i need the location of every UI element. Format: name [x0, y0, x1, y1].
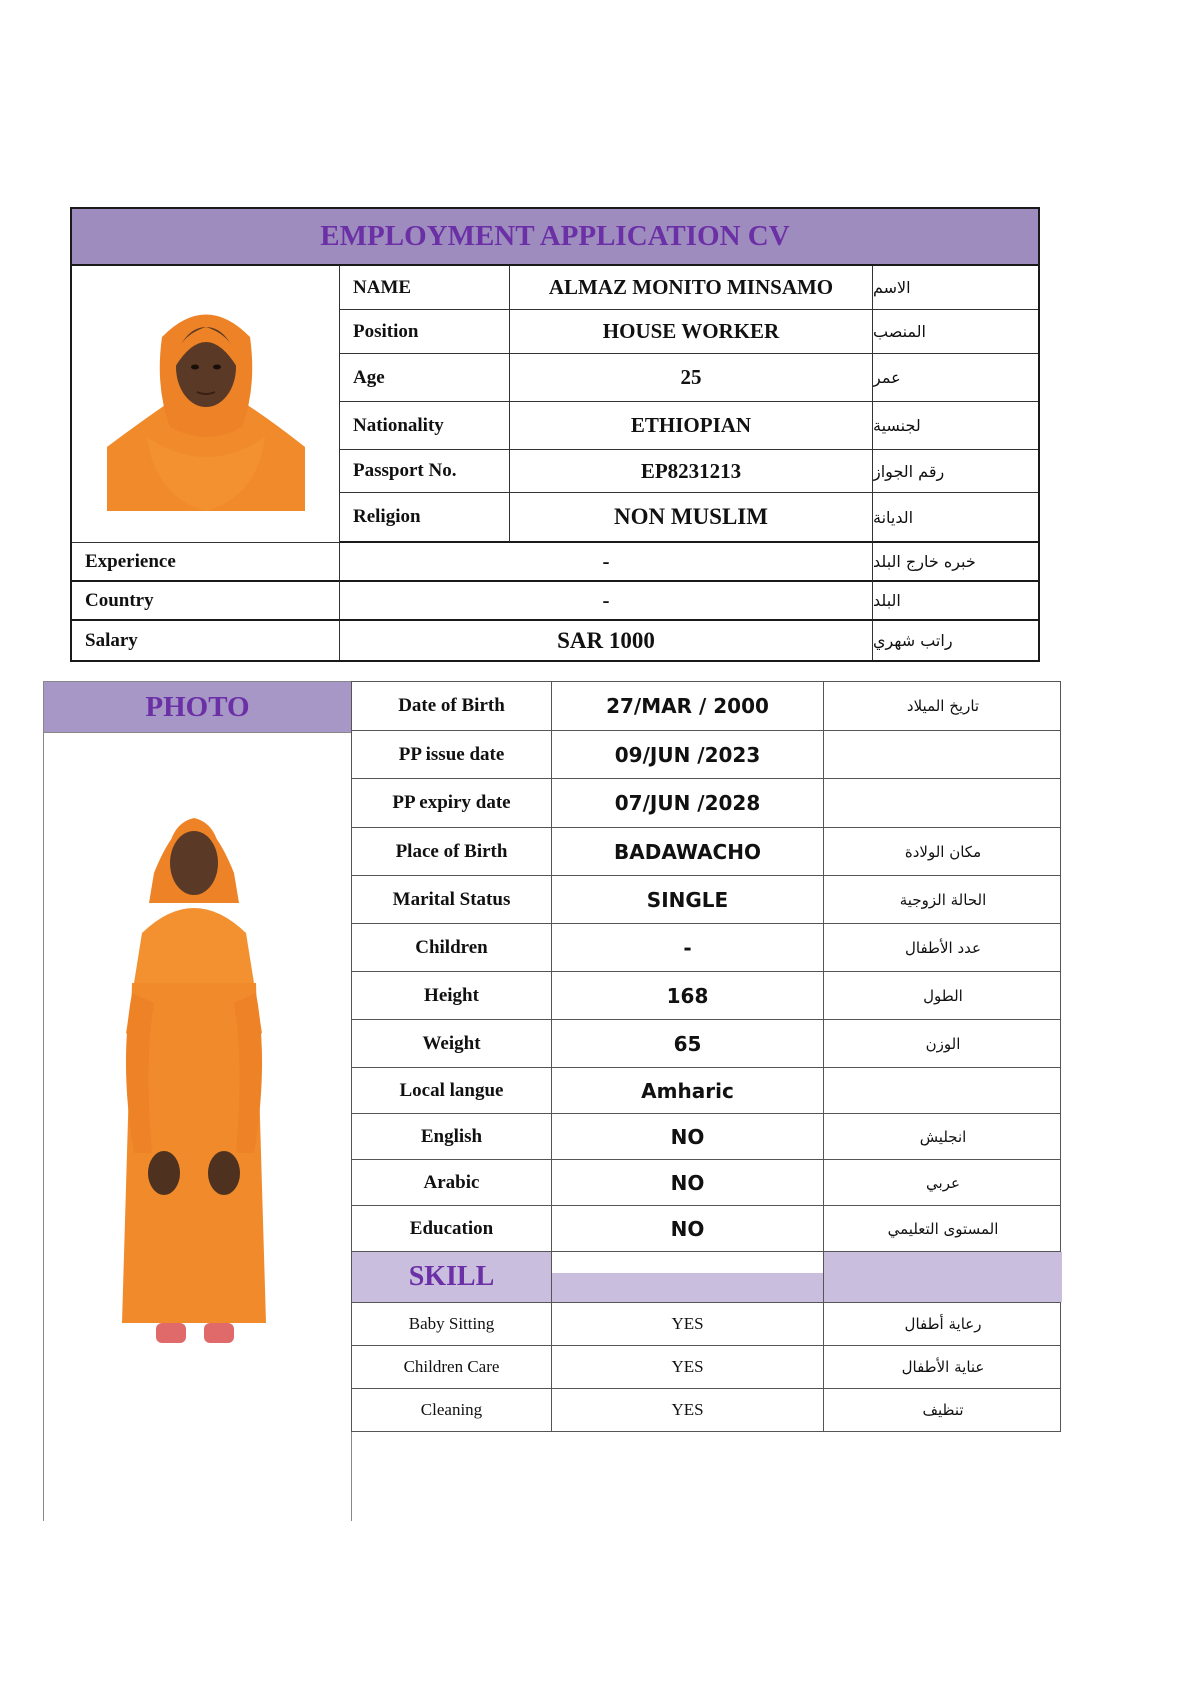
label-religion: Religion	[340, 493, 510, 543]
detail-row	[352, 1114, 1060, 1160]
detail-row	[352, 876, 1060, 924]
skill-header-spacer	[824, 1252, 1062, 1302]
value-experience: -	[340, 543, 873, 582]
detail-row	[352, 1206, 1060, 1252]
detail-label: Marital Status	[352, 876, 552, 923]
detail-label: English	[352, 1114, 552, 1159]
full-photo-panel	[43, 681, 352, 1521]
skill-value: YES	[552, 1389, 824, 1431]
arabic-passport: رقم الجواز	[873, 450, 1038, 493]
value-age: 25	[510, 354, 873, 402]
detail-arabic	[824, 731, 1062, 778]
detail-row	[352, 828, 1060, 876]
detail-row	[352, 972, 1060, 1020]
skill-row	[352, 1389, 1060, 1431]
skill-value: YES	[552, 1346, 824, 1388]
detail-value: -	[552, 924, 824, 971]
headshot-photo	[72, 266, 340, 543]
arabic-age: عمر	[873, 354, 1038, 402]
label-experience: Experience	[72, 543, 340, 582]
details-table	[351, 681, 1061, 1432]
detail-row	[352, 924, 1060, 972]
label-nationality: Nationality	[340, 402, 510, 450]
value-religion: NON MUSLIM	[510, 493, 873, 543]
skill-row	[352, 1303, 1060, 1346]
cv-summary-table	[70, 207, 1040, 662]
detail-arabic: مكان الولادة	[904, 842, 982, 861]
detail-arabic	[824, 779, 1062, 827]
arabic-country: البلد	[873, 582, 1038, 621]
photo-header: PHOTO	[44, 682, 351, 733]
detail-label: Education	[352, 1206, 552, 1251]
label-salary: Salary	[72, 621, 340, 660]
detail-arabic: عدد الأطفال	[905, 938, 981, 957]
skill-header-row	[352, 1252, 1060, 1303]
detail-label: Place of Birth	[352, 828, 552, 875]
detail-value: NO	[552, 1160, 824, 1205]
value-country: -	[340, 582, 873, 621]
detail-row	[352, 731, 1060, 779]
arabic-experience: خبره خارج البلد	[873, 543, 1038, 582]
value-nationality: ETHIOPIAN	[510, 402, 873, 450]
detail-value: 168	[552, 972, 824, 1019]
full-body-photo	[44, 733, 351, 1521]
detail-value: 09/JUN /2023	[552, 731, 824, 778]
label-position: Position	[340, 310, 510, 354]
headshot-image	[107, 297, 305, 511]
label-age: Age	[340, 354, 510, 402]
skill-label: Cleaning	[352, 1389, 552, 1431]
detail-row	[352, 1068, 1060, 1114]
skill-value: YES	[552, 1303, 824, 1345]
arabic-position: المنصب	[873, 310, 1038, 354]
value-passport: EP8231213	[510, 450, 873, 493]
detail-value: NO	[552, 1206, 824, 1251]
value-salary: SAR 1000	[340, 621, 873, 660]
detail-label: Children	[352, 924, 552, 971]
detail-label: Local langue	[352, 1068, 552, 1113]
detail-value: 07/JUN /2028	[552, 779, 824, 827]
detail-arabic	[824, 1068, 1062, 1113]
detail-row	[352, 1020, 1060, 1068]
detail-arabic: انجليش	[919, 1127, 967, 1146]
arabic-religion: الديانة	[873, 493, 1038, 543]
detail-label: Weight	[352, 1020, 552, 1067]
detail-arabic: الطول	[923, 986, 963, 1005]
arabic-salary: راتب شهري	[873, 631, 953, 650]
arabic-name: الاسم	[873, 266, 1038, 310]
arabic-nationality: لجنسية	[873, 402, 1038, 450]
skill-row	[352, 1346, 1060, 1389]
skill-label: Children Care	[352, 1346, 552, 1388]
detail-label: PP issue date	[352, 731, 552, 778]
detail-row	[352, 682, 1060, 731]
skill-header: SKILL	[352, 1252, 552, 1302]
detail-arabic: تاريخ الميلاد	[906, 697, 980, 715]
detail-arabic: عربي	[926, 1173, 960, 1192]
label-passport: Passport No.	[340, 450, 510, 493]
detail-label: Date of Birth	[352, 682, 552, 730]
detail-value: Amharic	[552, 1068, 824, 1113]
detail-value: NO	[552, 1114, 824, 1159]
detail-label: PP expiry date	[352, 779, 552, 827]
skill-arabic: تنظيف	[922, 1401, 964, 1419]
value-position: HOUSE WORKER	[510, 310, 873, 354]
detail-arabic: الحالة الزوجية	[899, 890, 987, 909]
detail-value: BADAWACHO	[552, 828, 824, 875]
label-country: Country	[72, 582, 340, 621]
skill-arabic: رعاية أطفال	[904, 1315, 982, 1333]
detail-row	[352, 1160, 1060, 1206]
skill-arabic: عناية الأطفال	[901, 1358, 985, 1376]
detail-label: Arabic	[352, 1160, 552, 1205]
detail-value: 27/MAR / 2000	[552, 682, 824, 730]
skill-header-spacer	[552, 1252, 824, 1302]
label-name: NAME	[340, 266, 510, 310]
detail-value: SINGLE	[552, 876, 824, 923]
detail-label: Height	[352, 972, 552, 1019]
document-title: EMPLOYMENT APPLICATION CV	[72, 209, 1038, 266]
value-name: ALMAZ MONITO MINSAMO	[510, 266, 873, 310]
detail-row	[352, 779, 1060, 828]
skill-label: Baby Sitting	[352, 1303, 552, 1345]
detail-arabic: المستوى التعليمي	[887, 1219, 999, 1238]
detail-arabic: الوزن	[925, 1034, 961, 1053]
detail-value: 65	[552, 1020, 824, 1067]
